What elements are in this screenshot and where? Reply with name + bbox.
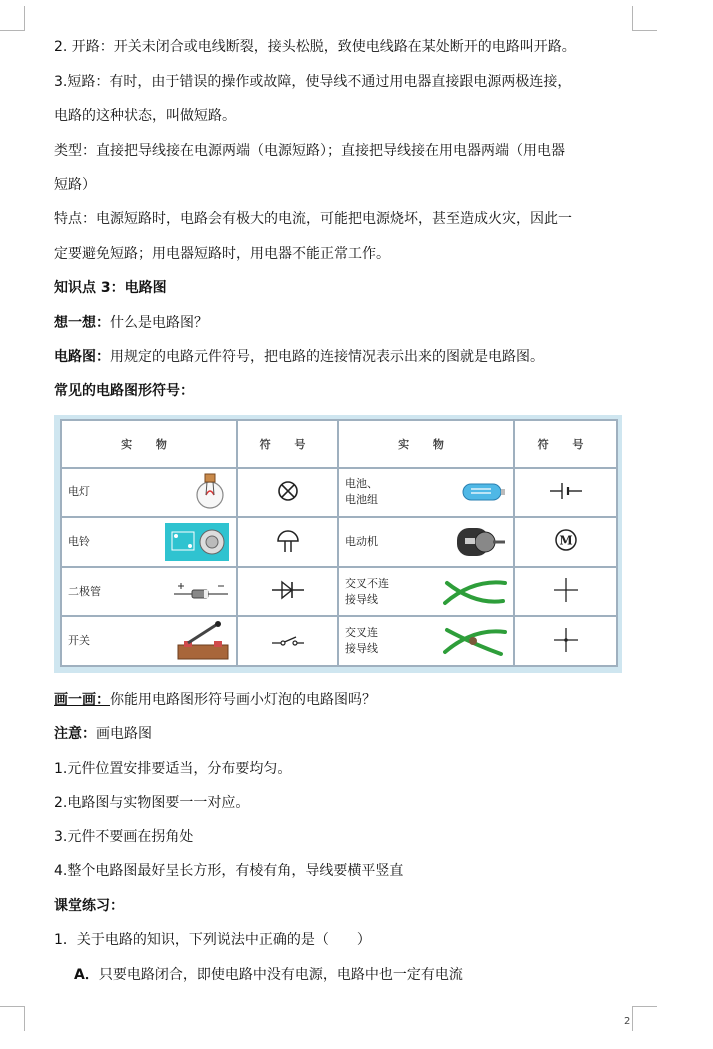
battery-symbol-cell [514, 468, 617, 518]
diode-symbol-icon [270, 578, 306, 602]
crop-mark-bottom-left [0, 1006, 25, 1031]
motor-symbol-icon [553, 527, 579, 553]
circuit-symbol-table [54, 415, 622, 673]
short-circuit-paragraph: 3.短路：有时，由于错误的操作或故障，使导线不通过用电器直接跟电源两极连接， [54, 74, 572, 90]
table-row [61, 468, 617, 518]
battery-label-line1: 电池、 [345, 477, 378, 491]
note-label: 注意： [54, 726, 96, 742]
circuit-diagram-text: 用规定的电路元件符号，把电路的连接情况表示出来的图就是电路图。 [110, 349, 544, 365]
lamp-symbol-icon [276, 479, 300, 503]
bell-symbol-cell [237, 517, 338, 567]
bell-symbol-icon [276, 527, 300, 553]
crossing-connected-symbol-cell [514, 616, 617, 666]
crossing-connected-label [345, 625, 378, 657]
crossing-unconnected-label [345, 576, 389, 608]
crossing-connected-symbol-icon [553, 627, 579, 653]
feature-paragraph-cont: 定要避免短路；用电器短路时，用电器不能正常工作。 [54, 246, 390, 262]
table-header-row [61, 420, 617, 468]
type-paragraph: 类型：直接把导线接在电源两端（电源短路）；直接把导线接在用电器两端（用电器 [54, 143, 565, 159]
crossing-connected-label-line1: 交叉连 [345, 626, 378, 640]
circuit-diagram-definition [54, 347, 544, 367]
crop-mark-top-right [632, 6, 657, 31]
crop-mark-top-left [0, 6, 25, 31]
circuit-diagram-label: 电路图： [54, 349, 110, 365]
note-text: 画电路图 [96, 726, 152, 742]
table-row [61, 567, 617, 617]
switch-label: 开关 [68, 634, 90, 648]
switch-symbol-icon [270, 628, 306, 652]
crop-mark-bottom-right [632, 1006, 657, 1031]
option-a-label: A． [74, 967, 99, 983]
battery-object-cell [338, 468, 514, 518]
note-paragraph [54, 724, 152, 744]
motor-label: 电动机 [345, 534, 378, 548]
switch-object-cell [61, 616, 237, 666]
crossing-unconnected-object-cell [338, 567, 514, 617]
draw-label: 画一画： [54, 692, 110, 708]
think-paragraph [54, 313, 208, 333]
crossed-wires-picture [443, 575, 507, 609]
battery-label [345, 476, 378, 508]
exercise-heading: 课堂练习： [54, 898, 124, 914]
page-number: 2 [624, 1016, 631, 1027]
table-row [61, 616, 617, 666]
open-circuit-paragraph: 2. 开路：开关未闭合或电线断裂，接头松脱，致使电线路在某处断开的电路叫开路。 [54, 39, 576, 55]
knowledge-point-3-title: 知识点 3：电路图 [54, 280, 167, 296]
joined-wires-picture [443, 624, 507, 658]
note-item-3: 3.元件不要画在拐角处 [54, 829, 194, 845]
crossing-unconnected-label-line1: 交叉不连 [345, 576, 389, 590]
lamp-symbol-cell [237, 468, 338, 518]
header-object-right: 实 物 [338, 420, 514, 468]
note-item-1: 1.元件位置安排要适当，分布要均匀。 [54, 761, 292, 777]
diode-object-cell [61, 567, 237, 617]
electric-motor-picture [453, 522, 507, 562]
think-label: 想一想： [54, 315, 110, 331]
table-row [61, 517, 617, 567]
common-symbols-heading: 常见的电路图形符号： [54, 383, 194, 399]
diode-symbol-cell [237, 567, 338, 617]
diode-label: 二极管 [68, 584, 101, 598]
motor-object-cell [338, 517, 514, 567]
bell-label: 电铃 [68, 534, 90, 548]
motor-symbol-cell [514, 517, 617, 567]
lamp-label: 电灯 [68, 485, 90, 499]
feature-paragraph: 特点：电源短路时，电路会有极大的电流，可能把电源烧坏，甚至造成火灾，因此一 [54, 211, 572, 227]
diode-picture [172, 580, 230, 604]
header-symbol-right: 符 号 [514, 420, 617, 468]
switch-symbol-cell [237, 616, 338, 666]
type-paragraph-cont: 短路） [54, 177, 96, 193]
electric-bell-picture [164, 522, 230, 562]
lamp-object-cell [61, 468, 237, 518]
battery-label-line2: 电池组 [345, 493, 378, 507]
draw-paragraph [54, 690, 376, 710]
crossing-connected-object-cell [338, 616, 514, 666]
battery-picture [461, 480, 507, 504]
crossing-unconnected-symbol-cell [514, 567, 617, 617]
bell-object-cell [61, 517, 237, 567]
question-1-option-a [74, 965, 463, 985]
note-item-2: 2.电路图与实物图要一一对应。 [54, 795, 250, 811]
draw-text: 你能用电路图形符号画小灯泡的电路图吗？ [110, 692, 376, 708]
knife-switch-picture [176, 621, 230, 661]
note-item-4: 4.整个电路图最好呈长方形，有棱有角，导线要横平竖直 [54, 863, 404, 879]
svg-text:M: M [558, 533, 573, 548]
option-a-text: 只要电路闭合，即使电路中没有电源，电路中也一定有电流 [98, 967, 463, 983]
header-symbol-left: 符 号 [237, 420, 338, 468]
think-text: 什么是电路图？ [110, 315, 208, 331]
crossing-unconnected-symbol-icon [553, 577, 579, 603]
light-bulb-picture [190, 471, 230, 513]
battery-symbol-icon [548, 479, 584, 503]
crossing-connected-label-line2: 接导线 [345, 642, 378, 656]
crossing-unconnected-label-line2: 接导线 [345, 592, 378, 606]
header-object-left: 实 物 [61, 420, 237, 468]
question-1: 1．关于电路的知识，下列说法中正确的是（ ） [54, 932, 371, 948]
short-circuit-paragraph-cont: 电路的这种状态，叫做短路。 [54, 108, 236, 124]
